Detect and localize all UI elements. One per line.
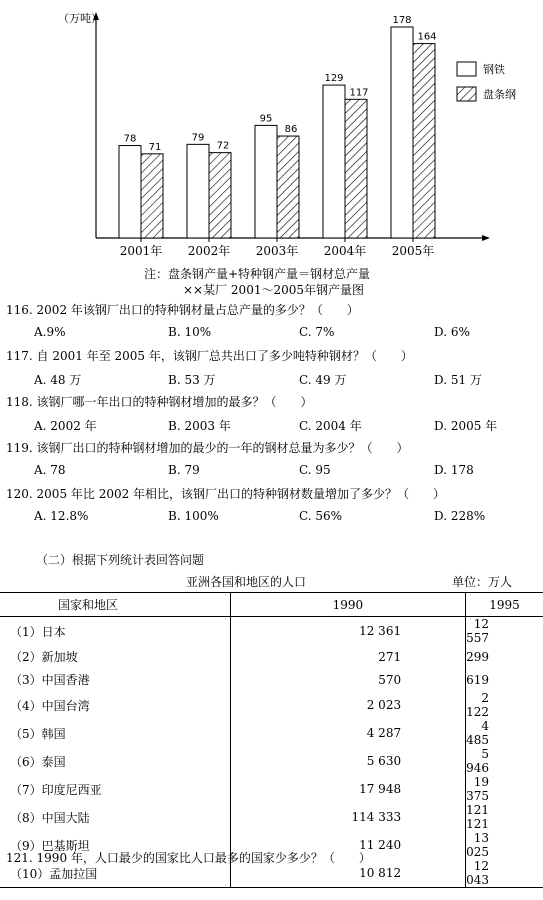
chart-legend — [457, 62, 516, 101]
column-header: 1990 — [230, 593, 465, 617]
question-118: 118. 该钢厂哪一年出口的特种钢材增加的最多？（ ） — [6, 395, 313, 409]
table-row — [0, 775, 543, 803]
data-label: 78 — [123, 133, 137, 145]
answer-option[interactable]: A. 2002 年 — [34, 419, 97, 433]
table-row — [0, 719, 543, 747]
x-tick-label: 2004年 — [323, 244, 367, 258]
answer-option[interactable]: B. 2003 年 — [168, 419, 231, 433]
pop-1990-cell: 114 333 — [230, 803, 465, 831]
bar-steel — [323, 85, 345, 238]
legend-label: 钢铁 — [483, 63, 505, 76]
bar-wire-rod — [209, 153, 231, 238]
data-label: 178 — [392, 15, 412, 26]
region-cell: （7）印度尼西亚 — [0, 775, 230, 803]
pop-1990-cell: 12 361 — [230, 617, 465, 646]
table-row — [0, 803, 543, 831]
bar-steel — [255, 125, 277, 238]
region-cell: （3）中国香港 — [0, 668, 230, 691]
answer-option[interactable]: D. 178 — [434, 463, 474, 477]
table-unit: 单位：万人 — [452, 575, 513, 589]
region-cell: （9）巴基斯坦 — [0, 831, 230, 859]
pop-1990-cell: 17 948 — [230, 775, 465, 803]
x-tick-label: 2001年 — [119, 244, 163, 258]
pop-1995-cell: 619 — [466, 672, 489, 687]
chart-caption: ××某厂 2001～2005年钢产量图 — [183, 283, 365, 297]
answer-option[interactable]: D. 2005 年 — [434, 419, 498, 433]
region-cell: （8）中国大陆 — [0, 803, 230, 831]
data-label: 86 — [284, 124, 298, 136]
region-cell: （6）泰国 — [0, 747, 230, 775]
data-label: 71 — [148, 141, 162, 153]
steel-output-chart — [0, 0, 543, 300]
pop-1995-cell: 5 946 — [466, 747, 489, 775]
answer-option[interactable]: A.9% — [34, 325, 66, 339]
bar-steel — [119, 146, 141, 238]
answer-option[interactable]: B. 10% — [168, 325, 212, 339]
answer-option[interactable]: B. 79 — [168, 463, 200, 477]
pop-1990-cell: 271 — [230, 645, 465, 668]
pop-1990-cell: 11 240 — [230, 831, 465, 859]
bar-wire-rod — [413, 44, 435, 238]
pop-1995-cell: 19 375 — [466, 775, 489, 803]
legend-swatch — [457, 62, 476, 76]
pop-1995-cell: 4 485 — [466, 719, 489, 747]
pop-1990-cell: 2 023 — [230, 691, 465, 719]
pop-1990-cell: 4 287 — [230, 719, 465, 747]
answer-option[interactable]: C. 2004 年 — [299, 419, 362, 433]
answer-option[interactable]: B. 100% — [168, 509, 219, 523]
question-121: 121. 1990 年，人口最少的国家比人口最多的国家少多少？（ ） — [6, 851, 371, 865]
pop-1995-cell: 12 043 — [466, 859, 543, 888]
section-heading: （二）根据下列统计表回答问题 — [36, 553, 205, 567]
answer-option[interactable]: D. 228% — [434, 509, 486, 523]
pop-1990-cell: 5 630 — [230, 747, 465, 775]
table-body — [0, 617, 543, 888]
bar-wire-rod — [277, 136, 299, 238]
answer-option[interactable]: A. 12.8% — [34, 509, 89, 523]
data-label: 72 — [216, 140, 230, 152]
pop-1995-cell: 13 025 — [466, 831, 489, 859]
pop-1995-cell: 299 — [466, 649, 489, 664]
region-cell: （2）新加坡 — [0, 645, 230, 668]
bar-wire-rod — [141, 154, 163, 238]
table-row — [0, 668, 543, 691]
question-116: 116. 2002 年该钢厂出口的特种钢材量占总产量的多少？（ ） — [6, 303, 359, 317]
y-axis-unit-label: （万吨） — [58, 12, 102, 25]
table-row — [0, 645, 543, 668]
data-label: 79 — [191, 132, 205, 144]
data-label: 95 — [259, 113, 273, 125]
answer-option[interactable]: D. 51 万 — [434, 373, 482, 387]
answer-option[interactable]: C. 56% — [299, 509, 343, 523]
table-header-row — [0, 593, 543, 617]
column-header: 国家和地区 — [0, 593, 230, 617]
column-header: 1995 — [466, 593, 543, 617]
table-row — [0, 747, 543, 775]
bar-steel — [391, 27, 413, 238]
table-row — [0, 691, 543, 719]
region-cell: （1）日本 — [0, 617, 230, 646]
answer-option[interactable]: D. 6% — [434, 325, 470, 339]
bar-steel — [187, 144, 209, 238]
x-tick-label: 2002年 — [187, 244, 231, 258]
chart-bars — [119, 15, 437, 258]
table-row — [0, 617, 543, 646]
question-117: 117. 自 2001 年至 2005 年，该钢厂总共出口了多少吨特种钢材？（ ） — [6, 349, 413, 363]
table-title: 亚洲各国和地区的人口 — [186, 575, 307, 589]
data-label: 164 — [417, 31, 437, 43]
legend-label: 盘条纲 — [483, 88, 516, 101]
region-cell: （4）中国台湾 — [0, 691, 230, 719]
answer-option[interactable]: C. 7% — [299, 325, 335, 339]
pop-1995-cell: 121 121 — [466, 803, 489, 831]
answer-option[interactable]: A. 78 — [34, 463, 66, 477]
data-label: 117 — [349, 87, 369, 99]
pop-1990-cell: 10 812 — [230, 859, 465, 888]
region-cell: （10）孟加拉国 — [0, 859, 230, 888]
region-cell: （5）韩国 — [0, 719, 230, 747]
answer-option[interactable]: A. 48 万 — [34, 373, 82, 387]
question-119: 119. 该钢厂出口的特种钢材增加的最少的一年的钢材总量为多少？（ ） — [6, 441, 409, 455]
bar-wire-rod — [345, 99, 367, 238]
population-table — [0, 592, 543, 888]
chart-note: 注：盘条钢产量+特种钢产量＝钢材总产量 — [144, 267, 371, 281]
pop-1995-cell: 12 557 — [466, 617, 489, 645]
x-tick-label: 2003年 — [255, 244, 299, 258]
answer-option[interactable]: C. 49 万 — [299, 373, 347, 387]
data-label: 129 — [324, 73, 344, 85]
answer-option[interactable]: C. 95 — [299, 463, 331, 477]
x-tick-label: 2005年 — [391, 244, 435, 258]
pop-1990-cell: 570 — [230, 668, 465, 691]
question-120: 120. 2005 年比 2002 年相比，该钢厂出口的特种钢材数量增加了多少？（ ） — [6, 487, 446, 501]
legend-swatch — [457, 87, 476, 101]
x-axis-arrow — [482, 235, 490, 241]
answer-option[interactable]: B. 53 万 — [168, 373, 216, 387]
pop-1995-cell: 2 122 — [466, 691, 489, 719]
